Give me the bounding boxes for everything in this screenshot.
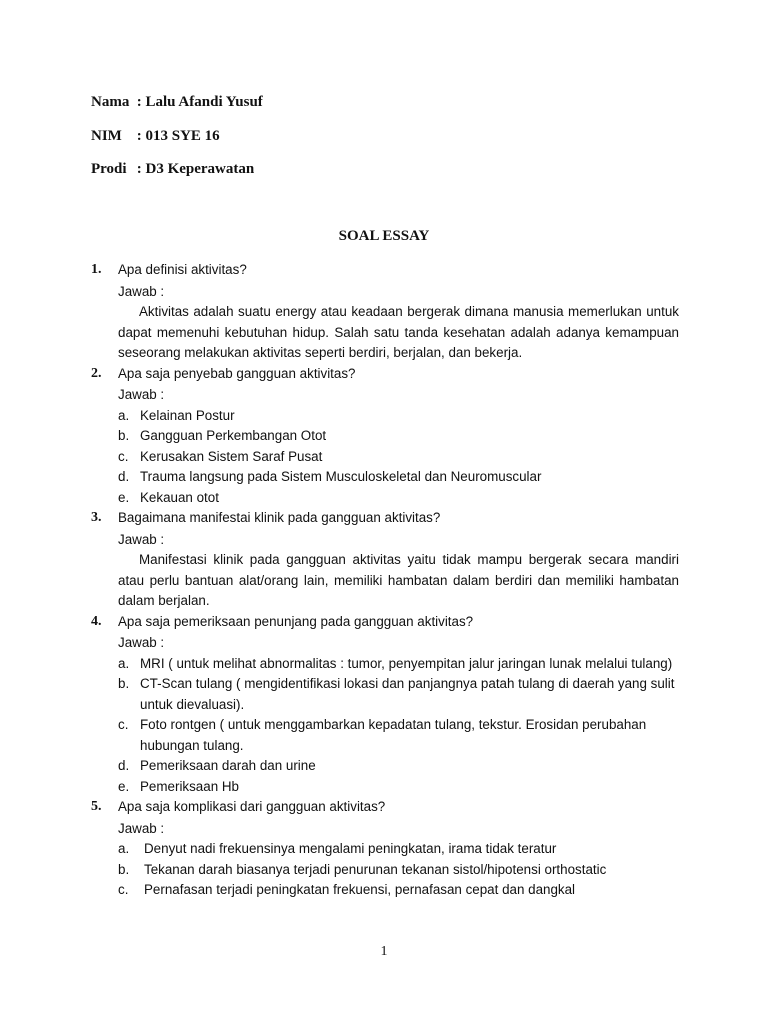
question-number: 1. xyxy=(91,262,102,277)
list-item xyxy=(118,777,679,798)
list-item xyxy=(118,756,679,777)
answer-list xyxy=(91,406,679,509)
question-text: Bagaimana manifestai klinik pada gangguan aktivitas? xyxy=(118,510,441,525)
question-text: Apa saja komplikasi dari gangguan aktivitas? xyxy=(118,799,386,814)
list-item xyxy=(118,426,679,447)
list-letter: a. xyxy=(118,655,130,671)
prodi-label: Prodi xyxy=(91,161,127,177)
question-number: 5. xyxy=(91,799,102,814)
list-text: Kekauan otot xyxy=(140,489,219,505)
list-item xyxy=(118,715,679,756)
list-letter: e. xyxy=(118,778,130,794)
answer-label: Jawab : xyxy=(118,283,165,299)
student-prodi-line xyxy=(91,161,254,178)
answer-label: Jawab : xyxy=(118,820,165,836)
question-5 xyxy=(91,797,679,819)
list-letter: c. xyxy=(118,882,129,897)
list-text: Gangguan Perkembangan Otot xyxy=(140,428,327,443)
list-letter: a. xyxy=(118,841,130,856)
question-text: Apa saja pemeriksaan penunjang pada gangguan aktivitas? xyxy=(118,613,474,629)
list-text: Kelainan Postur xyxy=(140,407,235,423)
question-4 xyxy=(91,612,679,634)
list-item xyxy=(118,406,679,427)
list-text: Tekanan darah biasanya terjadi penurunan tekanan sistol/hipotensi orthostatic xyxy=(144,861,607,877)
question-text: Apa saja penyebab gangguan aktivitas? xyxy=(118,365,356,381)
answer-label: Jawab : xyxy=(118,635,165,650)
list-letter: b. xyxy=(118,861,130,877)
document-title: SOAL ESSAY xyxy=(338,228,430,244)
question-3 xyxy=(91,508,679,530)
list-text: Kerusakan Sistem Saraf Pusat xyxy=(140,448,323,464)
list-text: CT-Scan tulang ( mengidentifikasi lokasi dan panjangnya patah tulang di daerah yang sulit untuk dievaluasi). xyxy=(140,676,675,712)
name-label: Nama xyxy=(91,94,130,110)
student-name-line xyxy=(91,94,263,111)
list-text: Pernafasan terjadi peningkatan frekuensi, pernafasan cepat dan dangkal xyxy=(144,882,576,897)
list-letter: a. xyxy=(118,407,130,423)
list-letter: b. xyxy=(118,676,130,691)
answer-label: Jawab : xyxy=(118,531,165,547)
list-item xyxy=(118,674,679,715)
list-item xyxy=(118,488,679,509)
nim-label: NIM xyxy=(91,128,122,144)
question-1 xyxy=(91,260,679,282)
essay-body xyxy=(91,260,679,901)
question-number: 2. xyxy=(91,365,102,381)
answer-list xyxy=(91,654,679,798)
nim-value: : 013 SYE 16 xyxy=(136,128,220,144)
list-letter: d. xyxy=(118,469,130,484)
question-number: 4. xyxy=(91,613,102,629)
answer-paragraph: Aktivitas adalah suatu energy atau keadaan bergerak dimana manusia memerlukan untuk dapat memenuhi kebutuhan hidup. Salah satu tanda kesehatan adalah adanya kemampuan seseorang melakukan aktivitas seperti berdiri, berjalan, dan bekerja. xyxy=(118,304,679,360)
list-item xyxy=(118,447,679,468)
list-letter: d. xyxy=(118,758,130,773)
list-item xyxy=(118,880,679,901)
student-nim-line xyxy=(91,128,220,145)
page-number: 1 xyxy=(380,944,388,959)
list-text: Pemeriksaan darah dan urine xyxy=(140,758,316,773)
answer-paragraph: Manifestasi klinik pada gangguan aktivitas yaitu tidak mampu bergerak secara mandiri atau perlu bantuan alat/orang lain, memiliki hambatan dalam berdiri dan memiliki hambatan dalam berjalan. xyxy=(118,552,679,608)
answer-list xyxy=(91,839,679,901)
list-letter: b. xyxy=(118,428,130,443)
list-text: Trauma langsung pada Sistem Musculoskeletal dan Neuromuscular xyxy=(140,469,542,484)
question-text: Apa definisi aktivitas? xyxy=(118,262,247,277)
list-item xyxy=(118,467,679,488)
list-text: MRI ( untuk melihat abnormalitas : tumor, penyempitan jalur jaringan lunak melalui tulang) xyxy=(140,655,673,671)
question-number: 3. xyxy=(91,510,102,525)
list-letter: c. xyxy=(118,717,129,732)
name-value: : Lalu Afandi Yusuf xyxy=(136,94,263,110)
prodi-value: : D3 Keperawatan xyxy=(136,161,255,177)
list-letter: c. xyxy=(118,448,129,464)
list-text: Denyut nadi frekuensinya mengalami peningkatan, irama tidak teratur xyxy=(144,841,557,856)
question-2 xyxy=(91,364,679,386)
answer-label: Jawab : xyxy=(118,387,165,402)
list-item xyxy=(118,839,679,860)
list-text: Foto rontgen ( untuk menggambarkan kepadatan tulang, tekstur. Erosidan perubahan hubungan tulang. xyxy=(140,717,647,753)
list-item xyxy=(118,654,679,675)
list-text: Pemeriksaan Hb xyxy=(140,778,239,794)
list-item xyxy=(118,860,679,881)
list-letter: e. xyxy=(118,489,130,505)
